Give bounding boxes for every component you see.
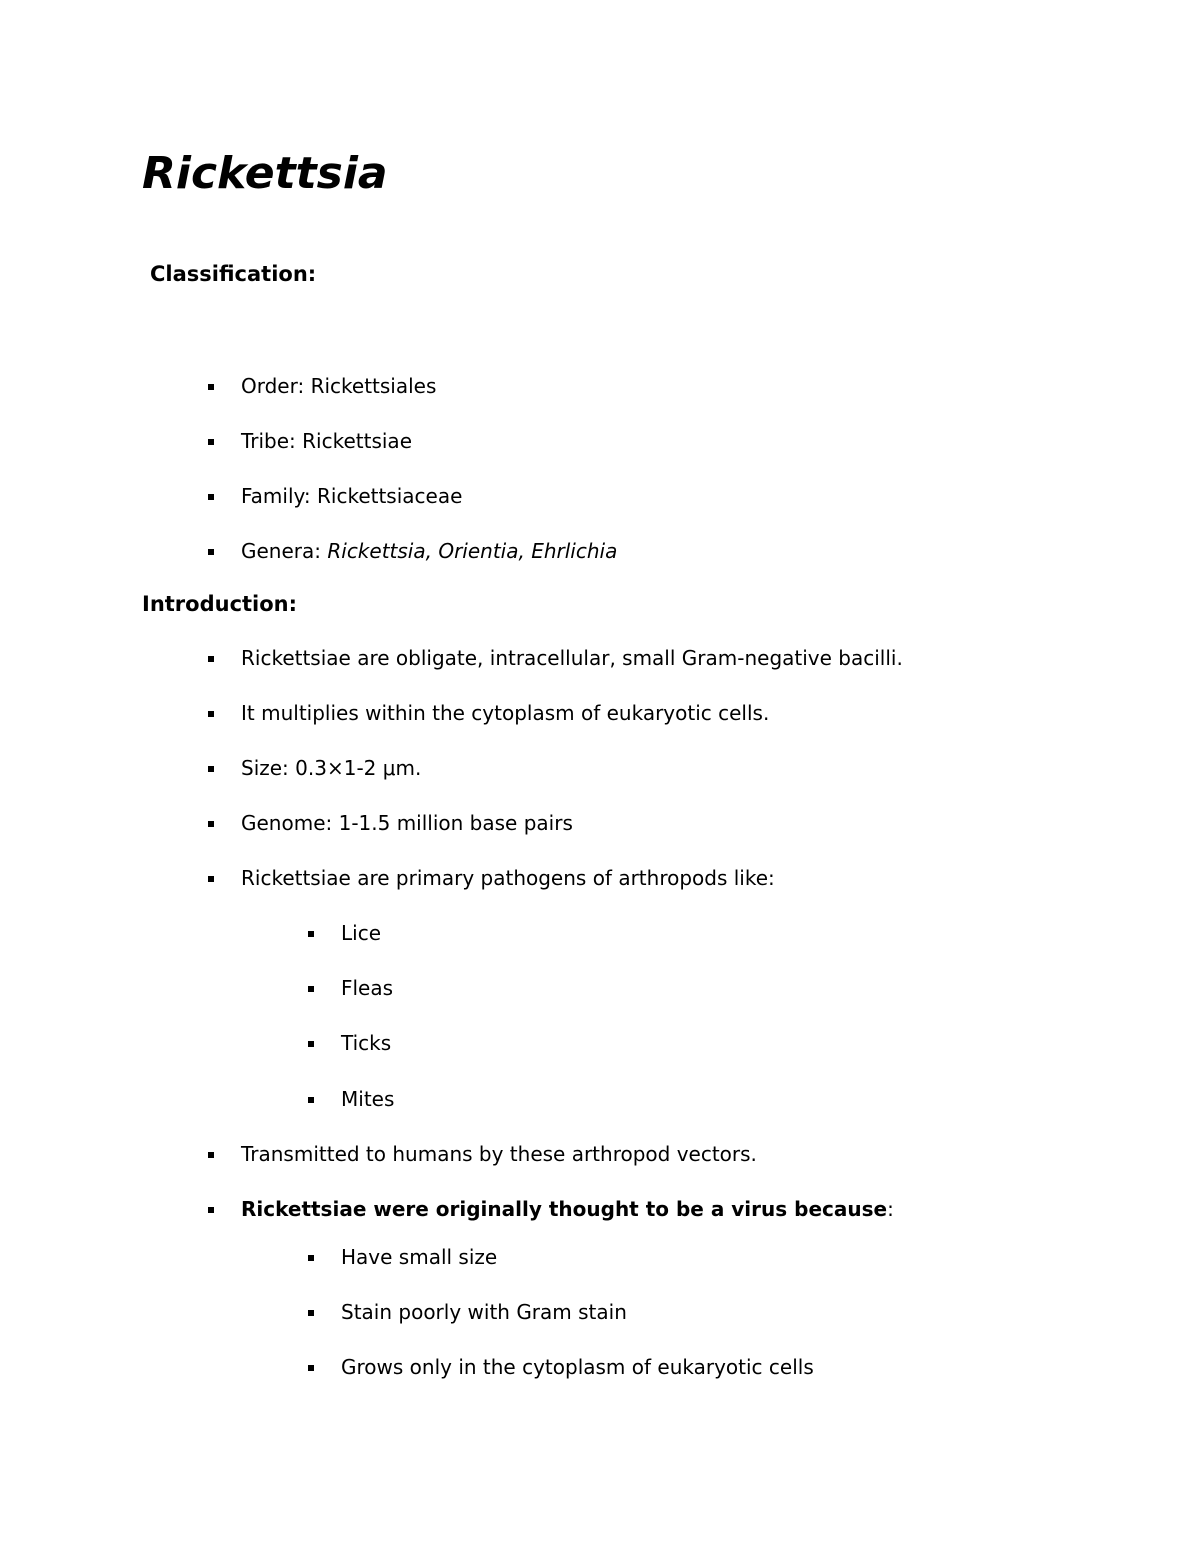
bullet-icon [308,931,314,937]
genera-names: Rickettsia, Orientia, Ehrlichia [327,539,618,563]
list-item-order [241,372,436,400]
page-title: Rickettsia [142,148,388,199]
list-item-genera [241,537,617,565]
bullet-icon [308,1097,314,1103]
bullet-icon [208,1207,214,1213]
genome-text: Genome: 1-1.5 million base pairs [241,811,573,835]
pathogens-text: Rickettsiae are primary pathogens of arthropods like: [241,866,775,890]
multiplies-text: It multiplies within the cytoplasm of eukaryotic cells. [241,701,770,725]
order-text: Order: Rickettsiales [241,374,437,398]
bullet-icon [208,494,214,500]
list-item-family [241,482,462,510]
classification-heading: Classification: [150,262,317,286]
tribe-text: Tribe: Rickettsiae [241,429,412,453]
arthropod-text: Ticks [341,1031,392,1055]
list-item-virus [241,1195,894,1223]
arthropod-text: Lice [341,921,381,945]
size-text: Size: 0.3×1-2 μm. [241,756,422,780]
list-item-genome [241,809,573,837]
reason-text: Stain poorly with Gram stain [341,1300,627,1324]
list-item-multiplies [241,699,769,727]
virus-colon: : [887,1197,894,1221]
bullet-icon [308,1365,314,1371]
list-item-fleas [341,974,393,1002]
list-item-mites [341,1085,394,1113]
list-item-ticks [341,1029,391,1057]
bullet-icon [208,711,214,717]
bullet-icon [208,766,214,772]
obligate-text: Rickettsiae are obligate, intracellular, small Gram-negative bacilli. [241,646,903,670]
genera-prefix: Genera: [241,539,328,563]
bullet-icon [208,384,214,390]
reason-text: Have small size [341,1245,498,1269]
bullet-icon [308,1310,314,1316]
bullet-icon [208,549,214,555]
list-item-transmitted [241,1140,757,1168]
list-item-grows [341,1353,814,1381]
list-item-obligate [241,644,903,672]
list-item-small-size [341,1243,497,1271]
bullet-icon [208,876,214,882]
list-item-stain [341,1298,627,1326]
reason-text: Grows only in the cytoplasm of eukaryotic cells [341,1355,814,1379]
bullet-icon [208,1152,214,1158]
list-item-lice [341,919,381,947]
virus-text-bold: Rickettsiae were originally thought to be a virus because [241,1197,888,1221]
bullet-icon [308,1041,314,1047]
family-text: Family: Rickettsiaceae [241,484,463,508]
transmitted-text: Transmitted to humans by these arthropod vectors. [241,1142,757,1166]
bullet-icon [208,656,214,662]
arthropod-text: Fleas [341,976,394,1000]
list-item-size [241,754,421,782]
list-item-pathogens [241,864,775,892]
introduction-heading: Introduction: [142,592,298,616]
arthropod-text: Mites [341,1087,395,1111]
bullet-icon [208,821,214,827]
bullet-icon [308,986,314,992]
bullet-icon [208,439,214,445]
bullet-icon [308,1255,314,1261]
list-item-tribe [241,427,412,455]
